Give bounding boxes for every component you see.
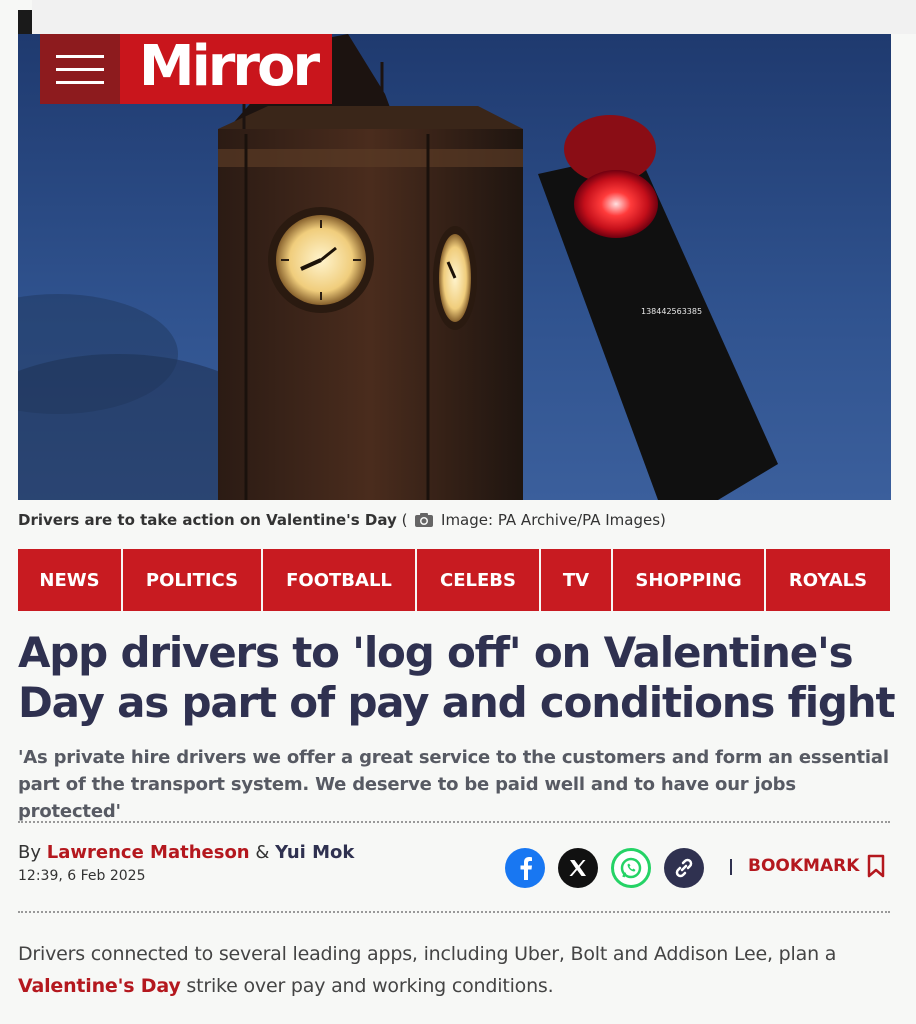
share-divider (730, 859, 732, 875)
facebook-icon (515, 856, 535, 880)
x-share-button[interactable] (558, 848, 598, 888)
camera-icon (415, 512, 433, 532)
nav-item-royals[interactable]: ROYALS (788, 569, 868, 591)
publish-timestamp: 12:39, 6 Feb 2025 (18, 868, 146, 884)
bookmark-button[interactable] (748, 854, 885, 878)
site-masthead (40, 34, 332, 104)
nav-item-politics[interactable]: POLITICS (123, 549, 263, 611)
author-yui-mok: Yui Mok (275, 842, 355, 863)
article-body-paragraph (18, 938, 898, 1002)
byline (18, 842, 354, 864)
nav-item-shopping[interactable]: SHOPPING (613, 549, 766, 611)
whatsapp-icon (620, 857, 642, 879)
share-bar (505, 848, 704, 888)
section-nav (18, 549, 890, 611)
image-credit: Image: PA Archive/PA Images) (441, 511, 666, 529)
body-text-part1: Drivers connected to several leading apps, including Uber, Bolt and Addison Lee, plan a (18, 943, 837, 965)
article-standfirst: 'As private hire drivers we offer a great service to the customers and form an essential part of the transport system. We deserve to be paid well and to have our jobs protected' (18, 747, 889, 822)
nav-item-news[interactable]: NEWS (18, 549, 123, 611)
bookmark-icon (867, 854, 885, 878)
menu-button[interactable] (40, 34, 120, 104)
top-bar (32, 0, 916, 34)
page-edge (18, 10, 32, 34)
mirror-logo[interactable]: Mirror (120, 34, 332, 104)
body-text-part2: strike over pay and working conditions. (186, 975, 554, 997)
hamburger-icon (56, 68, 104, 71)
image-caption (18, 510, 666, 532)
facebook-share-button[interactable] (505, 848, 545, 888)
byline-ampersand: & (255, 842, 270, 863)
article-headline: App drivers to 'log off' on Valentine's Day as part of pay and conditions fight (18, 628, 895, 727)
caption-text: Drivers are to take action on Valentine's Day (18, 511, 397, 529)
divider-bottom (18, 911, 890, 913)
caption-paren: ( (401, 511, 408, 529)
hamburger-icon (56, 55, 104, 58)
author-link-lawrence-matheson[interactable]: Lawrence Matheson (46, 842, 250, 863)
bookmark-label: BOOKMARK (748, 856, 860, 876)
nav-item-tv[interactable]: TV (541, 549, 613, 611)
whatsapp-share-button[interactable] (611, 848, 651, 888)
copy-link-button[interactable] (664, 848, 704, 888)
byline-prefix: By (18, 842, 42, 863)
nav-item-football[interactable]: FOOTBALL (263, 549, 417, 611)
image-id-label: 138442563385 (641, 307, 703, 316)
valentines-day-link[interactable]: Valentine's Day (18, 975, 181, 997)
link-icon (673, 857, 695, 879)
x-icon (569, 859, 587, 877)
nav-item-celebs[interactable]: CELEBS (417, 549, 541, 611)
divider-top (18, 821, 890, 823)
hamburger-icon (56, 81, 104, 84)
